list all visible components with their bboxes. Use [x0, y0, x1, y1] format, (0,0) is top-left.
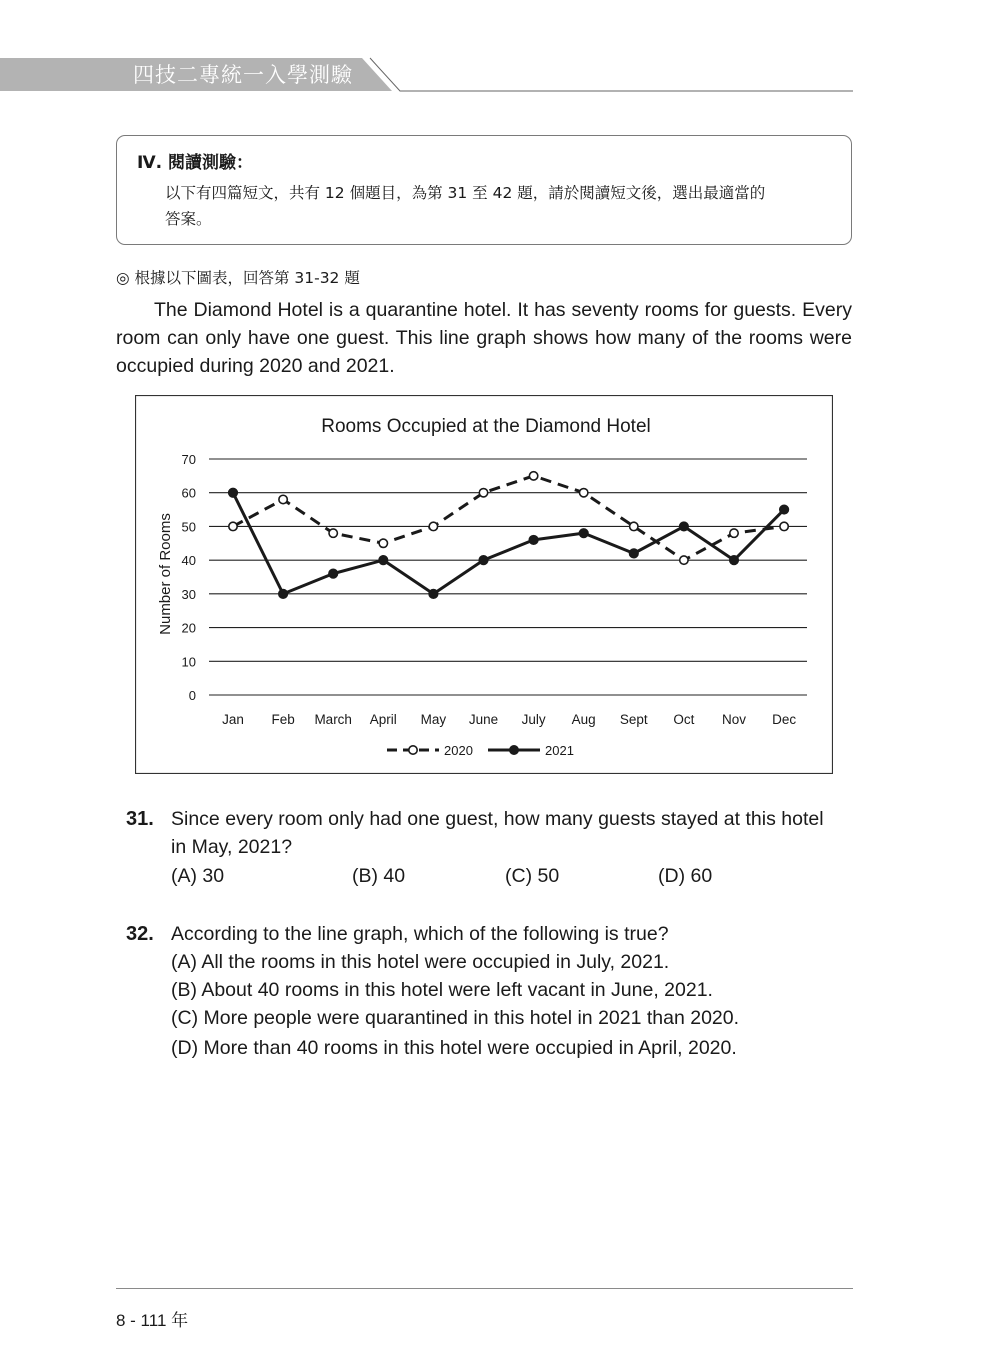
- header-title: 四技二專統一入學測驗: [133, 63, 353, 87]
- data-point-2021: [429, 589, 438, 598]
- x-tick-label: Oct: [673, 712, 695, 727]
- x-tick-label: Feb: [271, 712, 295, 727]
- data-point-2021: [379, 556, 388, 565]
- data-point-2020: [229, 522, 237, 530]
- line-chart: [135, 395, 833, 774]
- question-31-option-b[interactable]: (B) 40: [352, 865, 406, 887]
- data-point-2021: [579, 529, 588, 538]
- data-point-2020: [630, 522, 638, 530]
- x-tick-label: June: [468, 712, 499, 727]
- data-point-2020: [329, 529, 337, 537]
- legend-swatch-marker: [409, 746, 417, 754]
- x-tick-label: April: [369, 712, 397, 727]
- x-tick-label: March: [314, 712, 352, 727]
- question-31-number: 31.: [126, 808, 154, 830]
- x-tick-label: July: [521, 712, 546, 727]
- chart-title: Rooms Occupied at the Diamond Hotel: [321, 416, 651, 437]
- y-tick-label: 50: [181, 519, 196, 535]
- data-point-2021: [279, 589, 288, 598]
- y-tick-label: 0: [188, 688, 196, 703]
- data-point-2021: [679, 522, 688, 531]
- legend-swatch-marker: [510, 746, 518, 754]
- footer-rule: [116, 1288, 853, 1289]
- chart-y-axis-label: Number of Rooms: [157, 513, 174, 635]
- data-point-2020: [429, 522, 437, 530]
- question-31-option-d[interactable]: (D) 60: [658, 865, 713, 887]
- section-note: ◎ 根據以下圖表，回答第 31-32 題: [116, 269, 360, 287]
- question-32-option-d[interactable]: (D) More than 40 rooms in this hotel were occupied in April, 2020.: [171, 1037, 737, 1059]
- question-32-number: 32.: [126, 923, 154, 945]
- data-point-2020: [479, 489, 487, 497]
- question-31-option-c[interactable]: (C) 50: [505, 865, 560, 887]
- x-tick-label: Sept: [619, 712, 648, 727]
- header-rule: [0, 0, 1000, 100]
- data-point-2021: [228, 488, 237, 497]
- instruction-text: [165, 180, 837, 232]
- data-point-2021: [529, 535, 538, 544]
- x-tick-label: Jan: [222, 712, 244, 727]
- x-tick-label: May: [420, 712, 447, 727]
- x-tick-label: Aug: [571, 712, 596, 727]
- legend-label: 2021: [545, 743, 574, 758]
- question-32-option-c[interactable]: (C) More people were quarantined in this hotel in 2021 than 2020.: [171, 1007, 740, 1029]
- data-point-2020: [379, 539, 387, 547]
- question-32-option-a[interactable]: (A) All the rooms in this hotel were occupied in July, 2021.: [171, 951, 670, 973]
- data-point-2021: [729, 556, 738, 565]
- data-point-2021: [780, 505, 789, 514]
- y-tick-label: 10: [181, 654, 196, 670]
- y-tick-label: 30: [181, 586, 196, 602]
- reading-passage: The Diamond Hotel is a quarantine hotel. It has seventy rooms for guests. Every room can only have one guest. This line graph shows how many of the rooms were occupied during 2020 and 2021.: [116, 299, 852, 377]
- data-point-2020: [730, 529, 738, 537]
- y-tick-label: 40: [181, 553, 196, 569]
- legend-label: 2020: [444, 743, 473, 758]
- y-tick-label: 70: [181, 452, 196, 467]
- question-32-option-b[interactable]: (B) About 40 rooms in this hotel were left vacant in June, 2021.: [171, 979, 713, 1001]
- data-point-2021: [479, 556, 488, 565]
- data-point-2020: [529, 472, 537, 480]
- y-tick-label: 60: [181, 485, 196, 501]
- question-31-stem-line-1: Since every room only had one guest, how many guests stayed at this hotel: [171, 808, 824, 830]
- data-point-2020: [279, 495, 287, 503]
- question-31-option-a[interactable]: (A) 30: [171, 865, 225, 887]
- instruction-line-2: 答案。: [165, 210, 212, 228]
- instruction-line-1: 以下有四篇短文，共有 12 個題目，為第 31 至 42 題，請於閱讀短文後，選出最適當的: [165, 184, 766, 202]
- data-point-2021: [629, 549, 638, 558]
- y-tick-label: 20: [181, 620, 196, 636]
- question-32-stem-line-1: According to the line graph, which of the following is true?: [171, 923, 669, 945]
- question-31-stem-line-2: in May, 2021?: [171, 836, 293, 858]
- data-point-2020: [680, 556, 688, 564]
- data-point-2021: [329, 569, 338, 578]
- x-tick-label: Dec: [772, 712, 797, 727]
- data-point-2020: [580, 489, 588, 497]
- page-number: 8 - 111 年: [116, 1311, 189, 1330]
- data-point-2020: [780, 522, 788, 530]
- x-tick-label: Nov: [721, 712, 747, 727]
- instruction-heading: Ⅳ. 閱讀測驗：: [137, 153, 254, 173]
